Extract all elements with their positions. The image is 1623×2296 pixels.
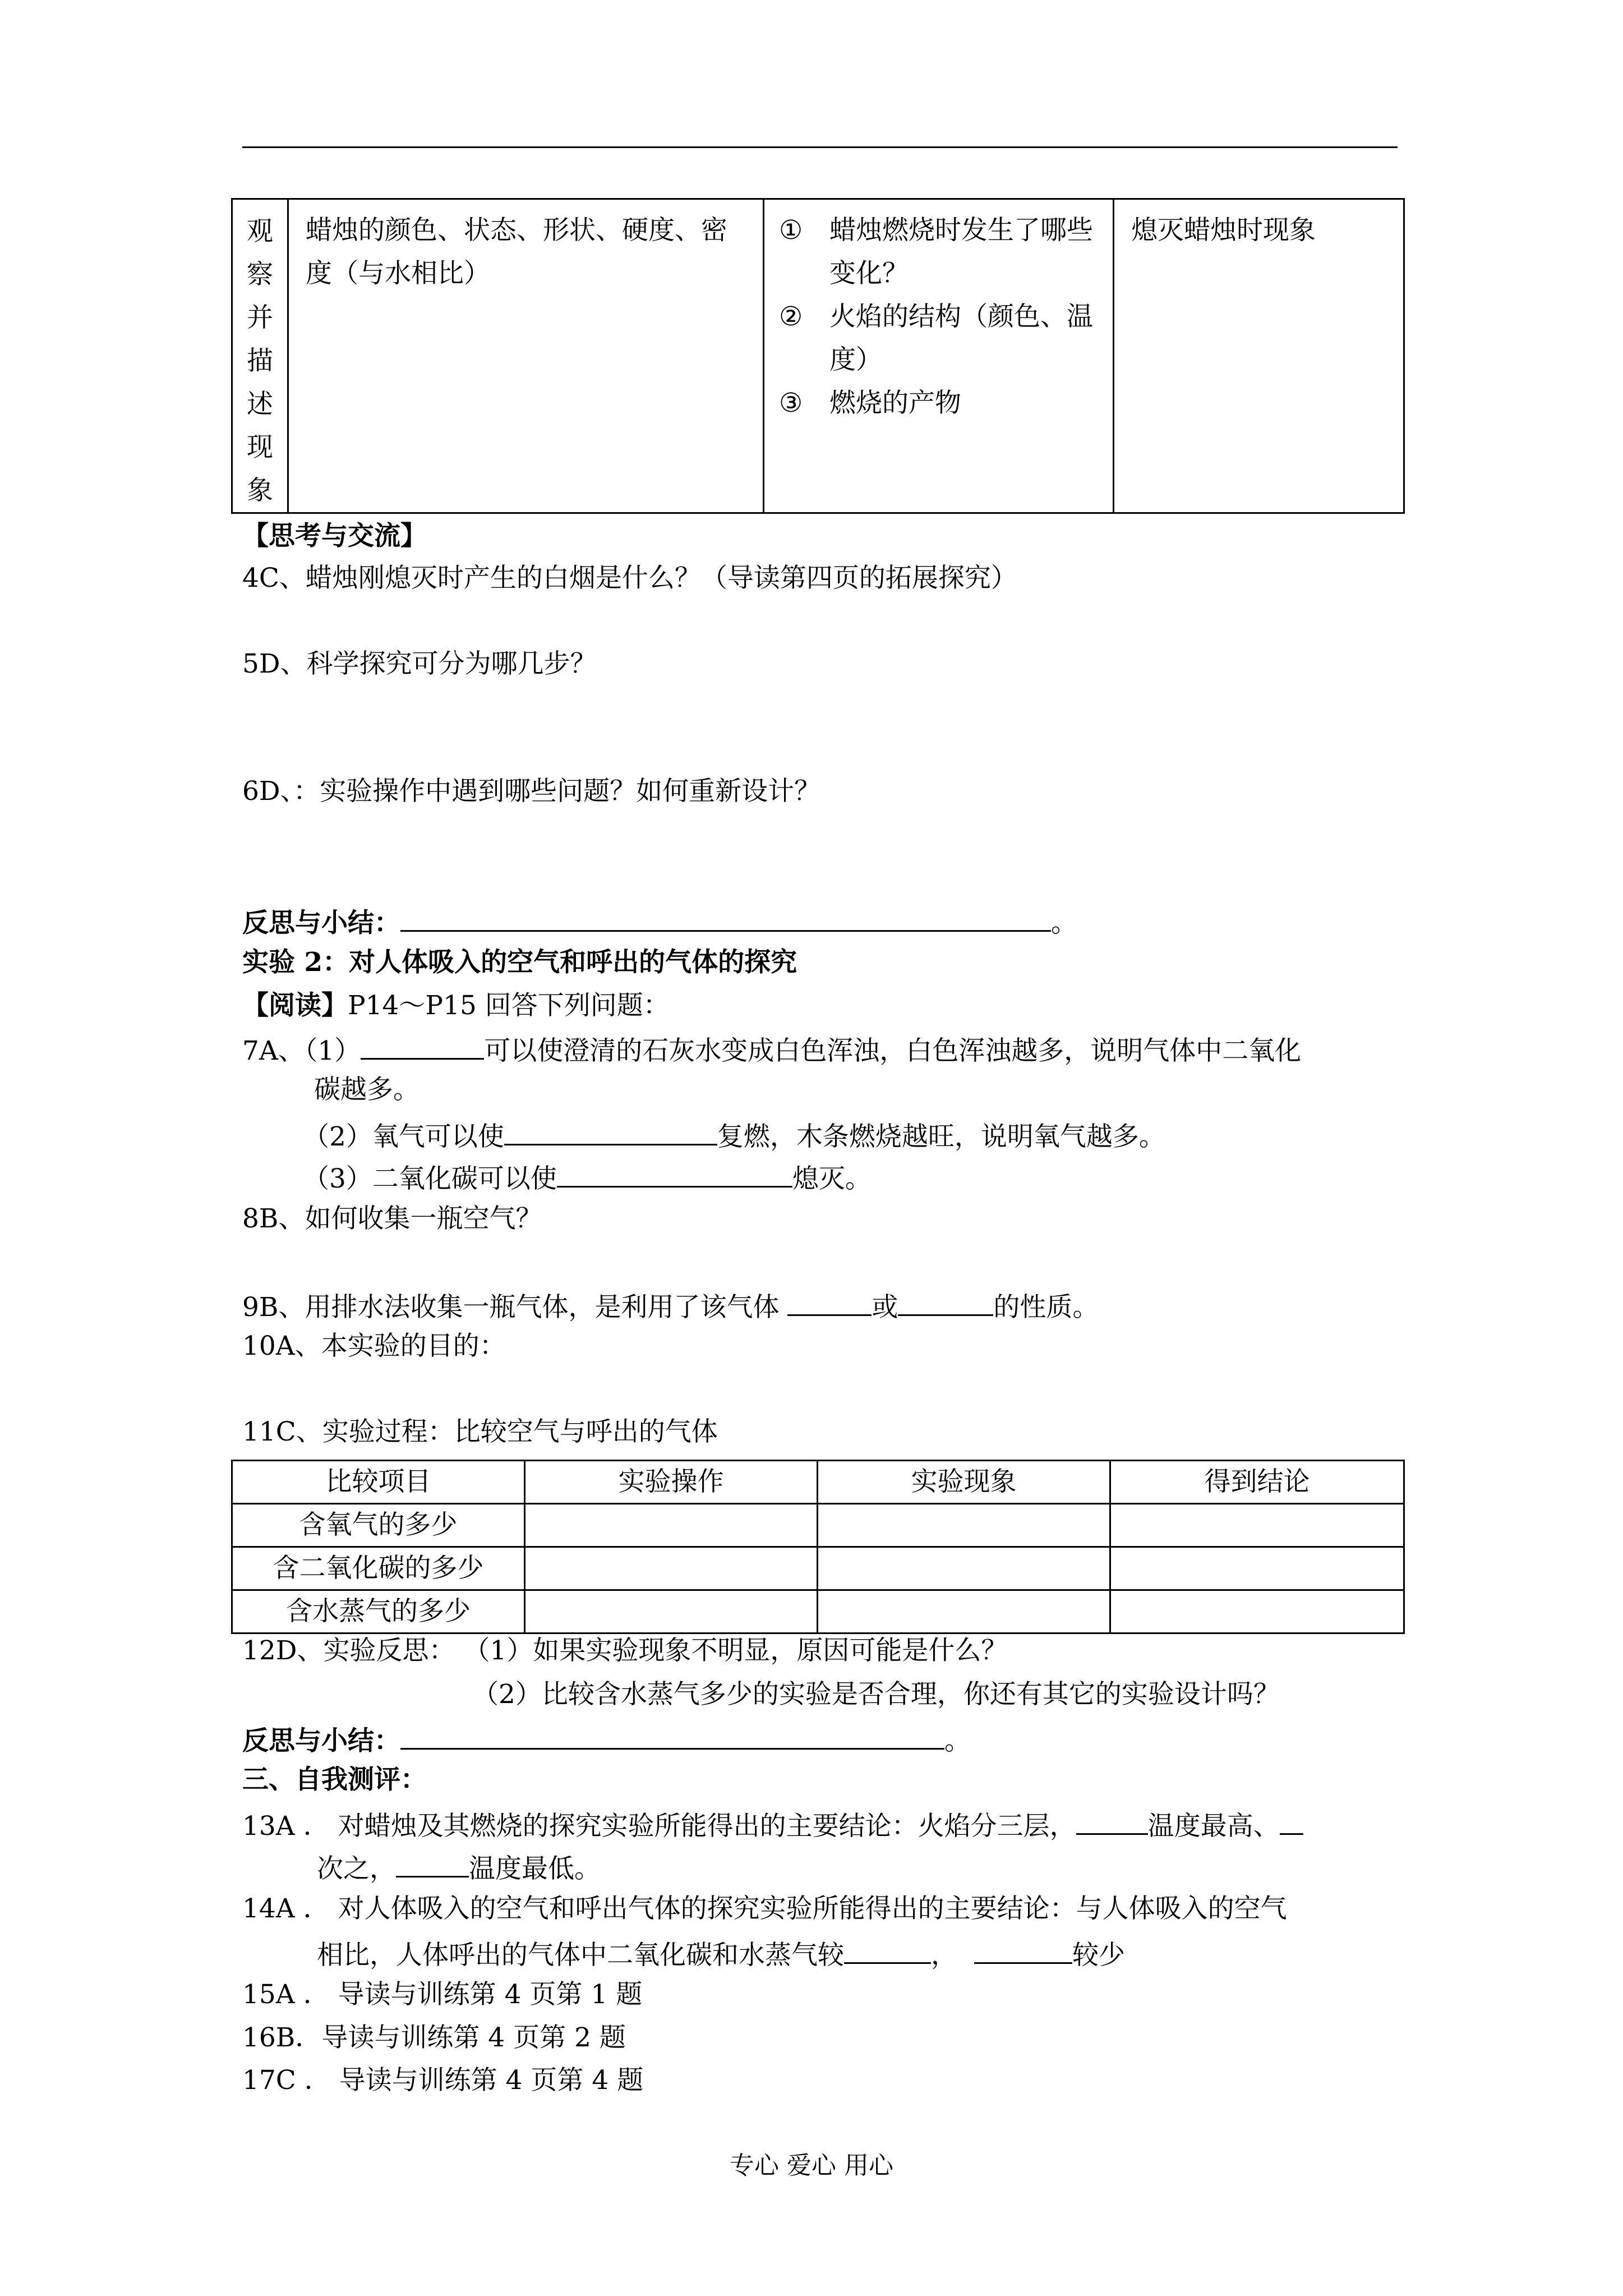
q13-blank-2[interactable] (1280, 1807, 1303, 1835)
column-header: 实验现象 (818, 1461, 1110, 1504)
q9-blank-1[interactable] (787, 1289, 872, 1316)
observation-table (231, 198, 1405, 514)
table-cell[interactable] (1110, 1547, 1404, 1590)
question-14-line-2: 相比，人体呼出的气体中二氧化碳和水蒸气较 ， 较少 (317, 1936, 1125, 1971)
question-16: 16B．导读与训练第 4 页第 2 题 (242, 2022, 626, 2053)
question-6: 6D、：实验操作中遇到哪些问题？如何重新设计？ (242, 776, 821, 807)
section-3-heading: 三、自我测评： (242, 1764, 427, 1795)
burning-item: ① 蜡烛燃烧时发生了哪些变化？ (779, 215, 1093, 289)
q14-blank-1[interactable] (844, 1936, 931, 1964)
question-5: 5D、科学探究可分为哪几步？ (242, 648, 597, 679)
question-14-line-1: 14A ． 对人体吸入的空气和呼出气体的探究实验所能得出的主要结论：与人体吸入的空气 (242, 1893, 1287, 1924)
table-row (232, 1547, 1404, 1590)
question-12-2: （2）比较含水蒸气多少的实验是否合理，你还有其它的实验设计吗？ (472, 1679, 1280, 1710)
table-cell[interactable] (818, 1547, 1110, 1590)
burning-cell (764, 199, 1114, 513)
row-header-char: 并 (247, 302, 273, 333)
row-header-char: 观 (247, 216, 273, 247)
q7-1-blank[interactable] (361, 1032, 484, 1060)
question-12-1: 12D、实验反思： （1）如果实验现象不明显，原因可能是什么？ (242, 1635, 1008, 1666)
burning-item: ② 火焰的结构（颜色、温度） (779, 301, 1093, 375)
question-10: 10A、本实验的目的： (242, 1331, 506, 1361)
column-header: 得到结论 (1110, 1461, 1404, 1504)
table-cell[interactable] (525, 1504, 818, 1547)
question-8: 8B、如何收集一瓶空气？ (242, 1203, 542, 1234)
q13-blank-1[interactable] (1076, 1807, 1148, 1835)
table-cell[interactable] (818, 1590, 1110, 1634)
column-header: 实验操作 (525, 1461, 818, 1504)
reflection-2: 反思与小结： 。 (242, 1722, 971, 1757)
table-cell: 含二氧化碳的多少 (232, 1547, 525, 1590)
table-cell: 含氧气的多少 (232, 1504, 525, 1547)
question-17: 17C ． 导读与训练第 4 页第 4 题 (242, 2065, 644, 2096)
row-header-char: 现 (247, 432, 273, 463)
row-header-char: 象 (247, 475, 273, 506)
q9-blank-2[interactable] (898, 1289, 993, 1316)
row-header-char: 描 (247, 346, 273, 376)
comparison-table (231, 1460, 1405, 1634)
question-7-1: 7A、（1） 可以使澄清的石灰水变成白色浑浊，白色浑浊越多，说明气体中二氧化 (242, 1032, 1301, 1067)
candle-properties-cell (288, 199, 764, 513)
row-header-char: 述 (247, 389, 273, 420)
candle-properties-text: 蜡烛的颜色、状态、形状、硬度、密度（与水相比） (306, 215, 727, 289)
question-4: 4C、蜡烛刚熄灭时产生的白烟是什么？（导读第四页的拓展探究） (242, 563, 1017, 593)
extinguish-cell (1114, 199, 1404, 513)
table-header-row (232, 1461, 1404, 1504)
extinguish-text: 熄灭蜡烛时现象 (1131, 215, 1316, 246)
experiment-2-title: 实验 2：对人体吸入的空气和呼出的气体的探究 (242, 947, 797, 978)
q7-2-blank[interactable] (504, 1118, 717, 1145)
question-13-line-1: 13A ． 对蜡烛及其燃烧的探究实验所能得出的主要结论：火焰分三层， 温度最高、 (242, 1807, 1303, 1842)
q14-blank-2[interactable] (974, 1936, 1072, 1964)
question-7-2: （2）氧气可以使 复燃，木条燃烧越旺，说明氧气越多。 (303, 1118, 1165, 1153)
table-cell[interactable] (1110, 1590, 1404, 1634)
question-7-1-cont: 碳越多。 (314, 1074, 419, 1105)
table-cell[interactable] (1110, 1504, 1404, 1547)
table-row (232, 1590, 1404, 1634)
observation-row-header (232, 199, 288, 513)
question-9: 9B、用排水法收集一瓶气体，是利用了该气体 或 的性质。 (242, 1289, 1099, 1323)
table-row (232, 1504, 1404, 1547)
table-cell[interactable] (525, 1547, 818, 1590)
question-7-3: （3）二氧化碳可以使 熄灭。 (303, 1160, 872, 1195)
header-rule (242, 146, 1398, 148)
question-15: 15A ． 导读与训练第 4 页第 1 题 (242, 1979, 643, 2010)
table-cell: 含水蒸气的多少 (232, 1590, 525, 1634)
column-header: 比较项目 (232, 1461, 525, 1504)
row-header-char: 察 (247, 259, 273, 290)
burning-item: ③ 燃烧的产物 (779, 388, 961, 418)
section-think-heading: 【思考与交流】 (242, 521, 427, 551)
table-cell[interactable] (818, 1504, 1110, 1547)
question-11: 11C、实验过程：比较空气与呼出的气体 (242, 1416, 718, 1447)
reflection-1: 反思与小结： 。 (242, 904, 1077, 939)
reflection-2-blank[interactable] (400, 1722, 944, 1750)
q13-blank-3[interactable] (396, 1850, 469, 1878)
reading-line: 【阅读】P14～P15 回答下列问题： (242, 990, 670, 1021)
page-footer: 专心 爱心 用心 (730, 2151, 893, 2180)
question-13-line-2: 次之， 温度最低。 (317, 1850, 601, 1885)
q7-3-blank[interactable] (557, 1160, 792, 1188)
table-cell[interactable] (525, 1590, 818, 1634)
reflection-1-blank[interactable] (400, 904, 1051, 932)
